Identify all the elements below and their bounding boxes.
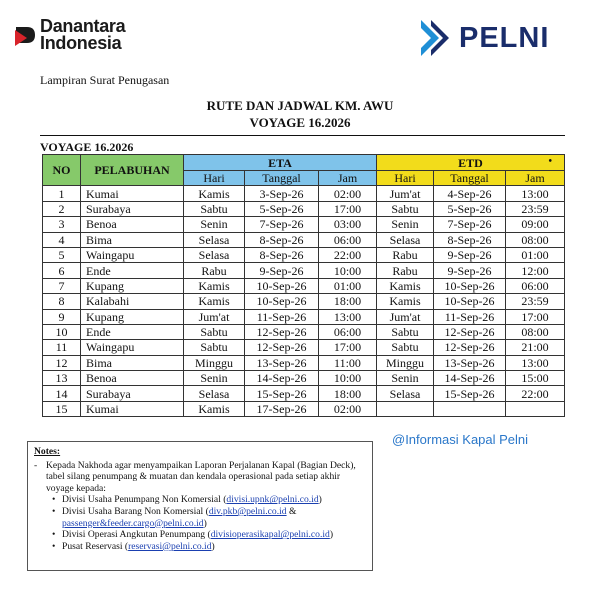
row-etd-tanggal: 11-Sep-26: [434, 309, 506, 324]
header-etd-label: ETD: [458, 155, 483, 170]
row-port: Waingapu: [81, 340, 184, 355]
row-eta-jam: 02:00: [319, 401, 377, 416]
notes-item-tail: ): [318, 494, 322, 506]
row-port: Kumai: [81, 401, 184, 416]
row-eta-hari: Selasa: [184, 247, 245, 262]
row-no: 3: [43, 217, 81, 232]
row-etd-hari: Sabtu: [377, 201, 434, 216]
header-no: NO: [43, 155, 81, 186]
notes-item: [62, 541, 366, 553]
row-port: Ende: [81, 324, 184, 339]
header-etd-jam: Jam: [506, 171, 565, 186]
row-etd-jam: 06:00: [506, 278, 565, 293]
row-etd-jam: 09:00: [506, 217, 565, 232]
row-eta-jam: 17:00: [319, 340, 377, 355]
table-row: [43, 247, 565, 262]
row-etd-tanggal: 14-Sep-26: [434, 371, 506, 386]
notes-item-tail: ): [329, 529, 334, 541]
row-etd-jam: 08:00: [506, 324, 565, 339]
table-row: [43, 324, 565, 339]
row-port: Benoa: [81, 217, 184, 232]
row-eta-jam: 10:00: [319, 371, 377, 386]
row-eta-tanggal: 17-Sep-26: [245, 401, 319, 416]
table-row: [43, 201, 565, 216]
row-eta-jam: 03:00: [319, 217, 377, 232]
row-etd-tanggal: 9-Sep-26: [434, 247, 506, 262]
row-eta-tanggal: 9-Sep-26: [245, 263, 319, 278]
row-eta-tanggal: 3-Sep-26: [245, 186, 319, 201]
row-no: 7: [43, 278, 81, 293]
notes-title: Notes:: [34, 446, 61, 457]
notes-item-mid: &: [286, 505, 297, 517]
table-row: [43, 232, 565, 247]
row-etd-jam: 22:00: [506, 386, 565, 401]
notes-item: [62, 529, 366, 541]
row-etd-hari: Sabtu: [377, 340, 434, 355]
row-port: Kupang: [81, 309, 184, 324]
notes-list: [62, 494, 366, 552]
row-etd-jam: 12:00: [506, 263, 565, 278]
email-link[interactable]: passenger&feeder.cargo@pelni.co.id: [62, 517, 204, 529]
row-eta-hari: Rabu: [184, 263, 245, 278]
row-no: 10: [43, 324, 81, 339]
row-eta-tanggal: 5-Sep-26: [245, 201, 319, 216]
row-eta-hari: Kamis: [184, 186, 245, 201]
row-eta-tanggal: 12-Sep-26: [245, 340, 319, 355]
row-etd-jam: 17:00: [506, 309, 565, 324]
row-etd-tanggal: 5-Sep-26: [434, 201, 506, 216]
row-eta-tanggal: 8-Sep-26: [245, 247, 319, 262]
header-etd-tanggal: Tanggal: [434, 171, 506, 186]
row-eta-jam: 11:00: [319, 355, 377, 370]
row-etd-jam: 23:59: [506, 294, 565, 309]
row-etd-hari: Kamis: [377, 278, 434, 293]
table-row: [43, 371, 565, 386]
row-port: Bima: [81, 232, 184, 247]
schedule-table: [42, 154, 565, 417]
danantara-logo-line2: Indonesia: [40, 33, 122, 53]
row-etd-tanggal: 8-Sep-26: [434, 232, 506, 247]
row-etd-hari: [377, 401, 434, 416]
row-port: Surabaya: [81, 201, 184, 216]
table-row: [43, 263, 565, 278]
row-etd-hari: Selasa: [377, 232, 434, 247]
row-no: 2: [43, 201, 81, 216]
row-etd-tanggal: 12-Sep-26: [434, 324, 506, 339]
voyage-label: VOYAGE 16.2026: [40, 140, 134, 154]
notes-item-tail: ): [211, 540, 215, 552]
email-link[interactable]: divisi.upnk@pelni.co.id: [226, 494, 319, 506]
header-port: PELABUHAN: [81, 155, 184, 186]
pelni-logo-icon: [417, 18, 453, 58]
row-etd-hari: Jum'at: [377, 186, 434, 201]
row-etd-hari: Senin: [377, 217, 434, 232]
header-etd: [377, 155, 565, 171]
row-port: Kalabahi: [81, 294, 184, 309]
row-etd-tanggal: 13-Sep-26: [434, 355, 506, 370]
row-eta-tanggal: 7-Sep-26: [245, 217, 319, 232]
row-etd-jam: 08:00: [506, 232, 565, 247]
row-etd-jam: 21:00: [506, 340, 565, 355]
notes-item-text: Divisi Usaha Barang Non Komersial (: [62, 505, 209, 517]
notes-item-text: Divisi Operasi Angkutan Penumpang (: [62, 529, 211, 541]
row-port: Benoa: [81, 371, 184, 386]
notes-item: [62, 494, 366, 506]
table-row: [43, 217, 565, 232]
header-eta-jam: Jam: [319, 171, 377, 186]
notes-item-tail: ): [203, 517, 207, 529]
row-eta-tanggal: 15-Sep-26: [245, 386, 319, 401]
table-row: [43, 309, 565, 324]
notes-dash: -: [34, 459, 38, 471]
row-port: Kupang: [81, 278, 184, 293]
row-etd-hari: Selasa: [377, 386, 434, 401]
row-etd-jam: 13:00: [506, 355, 565, 370]
row-eta-tanggal: 10-Sep-26: [245, 278, 319, 293]
row-eta-jam: 22:00: [319, 247, 377, 262]
row-eta-jam: 18:00: [319, 386, 377, 401]
table-row: [43, 355, 565, 370]
document-subtitle: VOYAGE 16.2026: [249, 115, 351, 130]
email-link[interactable]: reservasi@pelni.co.id: [128, 540, 212, 552]
notes-lead-text: Kepada Nakhoda agar menyampaikan Laporan Perjalanan Kapal (Bagian Deck), tabel silang penumpang & muatan dan kendala operasional pada setiap akhir voyage kepada:: [46, 459, 356, 494]
row-etd-hari: Jum'at: [377, 309, 434, 324]
header-eta-tanggal: Tanggal: [245, 171, 319, 186]
watermark-text: @Informasi Kapal Pelni: [392, 432, 529, 447]
row-port: Waingapu: [81, 247, 184, 262]
row-no: 14: [43, 386, 81, 401]
row-eta-jam: 01:00: [319, 278, 377, 293]
row-eta-tanggal: 11-Sep-26: [245, 309, 319, 324]
row-eta-hari: Jum'at: [184, 309, 245, 324]
pelni-logo: [417, 18, 549, 58]
row-etd-tanggal: 4-Sep-26: [434, 186, 506, 201]
row-etd-jam: [506, 401, 565, 416]
row-etd-hari: Kamis: [377, 294, 434, 309]
row-etd-jam: 13:00: [506, 186, 565, 201]
row-no: 12: [43, 355, 81, 370]
row-no: 15: [43, 401, 81, 416]
header-divider: [40, 135, 565, 136]
row-port: Kumai: [81, 186, 184, 201]
row-eta-jam: 10:00: [319, 263, 377, 278]
row-eta-hari: Sabtu: [184, 340, 245, 355]
notes-item-text: Divisi Usaha Penumpang Non Komersial (: [62, 494, 227, 506]
row-eta-hari: Senin: [184, 371, 245, 386]
notes-item-text: Pusat Reservasi (: [62, 540, 129, 552]
row-eta-jam: 06:00: [319, 232, 377, 247]
row-eta-hari: Kamis: [184, 401, 245, 416]
row-etd-hari: Rabu: [377, 263, 434, 278]
row-no: 11: [43, 340, 81, 355]
row-no: 8: [43, 294, 81, 309]
row-eta-tanggal: 8-Sep-26: [245, 232, 319, 247]
row-etd-jam: 23:59: [506, 201, 565, 216]
row-eta-tanggal: 13-Sep-26: [245, 355, 319, 370]
row-etd-jam: 15:00: [506, 371, 565, 386]
row-eta-hari: Selasa: [184, 386, 245, 401]
row-eta-tanggal: 12-Sep-26: [245, 324, 319, 339]
table-row: [43, 186, 565, 201]
row-port: Bima: [81, 355, 184, 370]
row-etd-tanggal: 10-Sep-26: [434, 278, 506, 293]
table-row: [43, 386, 565, 401]
row-eta-jam: 17:00: [319, 201, 377, 216]
header-etd-hari: Hari: [377, 171, 434, 186]
row-etd-hari: Rabu: [377, 247, 434, 262]
danantara-logo: [14, 18, 125, 52]
row-eta-jam: 13:00: [319, 309, 377, 324]
lampiran-label: Lampiran Surat Penugasan: [40, 73, 170, 87]
notes-item: [62, 506, 366, 529]
row-etd-tanggal: 15-Sep-26: [434, 386, 506, 401]
table-row: [43, 278, 565, 293]
pelni-logo-text: PELNI: [459, 21, 550, 54]
row-etd-tanggal: 9-Sep-26: [434, 263, 506, 278]
row-etd-jam: 01:00: [506, 247, 565, 262]
row-eta-jam: 06:00: [319, 324, 377, 339]
email-link[interactable]: divisioperasikapal@pelni.co.id: [210, 529, 330, 541]
row-eta-hari: Selasa: [184, 232, 245, 247]
row-eta-hari: Kamis: [184, 294, 245, 309]
table-row: [43, 294, 565, 309]
email-link[interactable]: div.pkb@pelni.co.id: [208, 505, 287, 517]
row-eta-jam: 02:00: [319, 186, 377, 201]
row-etd-hari: Minggu: [377, 355, 434, 370]
row-no: 5: [43, 247, 81, 262]
row-etd-hari: Sabtu: [377, 324, 434, 339]
row-eta-hari: Sabtu: [184, 324, 245, 339]
row-no: 4: [43, 232, 81, 247]
row-eta-jam: 18:00: [319, 294, 377, 309]
table-row: [43, 340, 565, 355]
row-eta-tanggal: 10-Sep-26: [245, 294, 319, 309]
header-eta-hari: Hari: [184, 171, 245, 186]
document-title: RUTE DAN JADWAL KM. AWU: [206, 98, 394, 113]
danantara-logo-line1: Danantara: [40, 16, 126, 36]
row-etd-tanggal: [434, 401, 506, 416]
row-eta-hari: Senin: [184, 217, 245, 232]
row-no: 6: [43, 263, 81, 278]
row-etd-tanggal: 12-Sep-26: [434, 340, 506, 355]
danantara-logo-icon: [14, 21, 36, 49]
row-eta-hari: Kamis: [184, 278, 245, 293]
row-port: Ende: [81, 263, 184, 278]
row-no: 9: [43, 309, 81, 324]
notes-box: [27, 441, 373, 571]
row-eta-hari: Minggu: [184, 355, 245, 370]
row-port: Surabaya: [81, 386, 184, 401]
row-etd-hari: Senin: [377, 371, 434, 386]
header-eta: ETA: [184, 155, 377, 171]
row-etd-tanggal: 7-Sep-26: [434, 217, 506, 232]
schedule-rows: [43, 186, 565, 417]
header-etd-dot: •: [548, 156, 552, 167]
row-eta-hari: Sabtu: [184, 201, 245, 216]
row-etd-tanggal: 10-Sep-26: [434, 294, 506, 309]
row-no: 1: [43, 186, 81, 201]
table-row: [43, 401, 565, 416]
row-eta-tanggal: 14-Sep-26: [245, 371, 319, 386]
row-no: 13: [43, 371, 81, 386]
